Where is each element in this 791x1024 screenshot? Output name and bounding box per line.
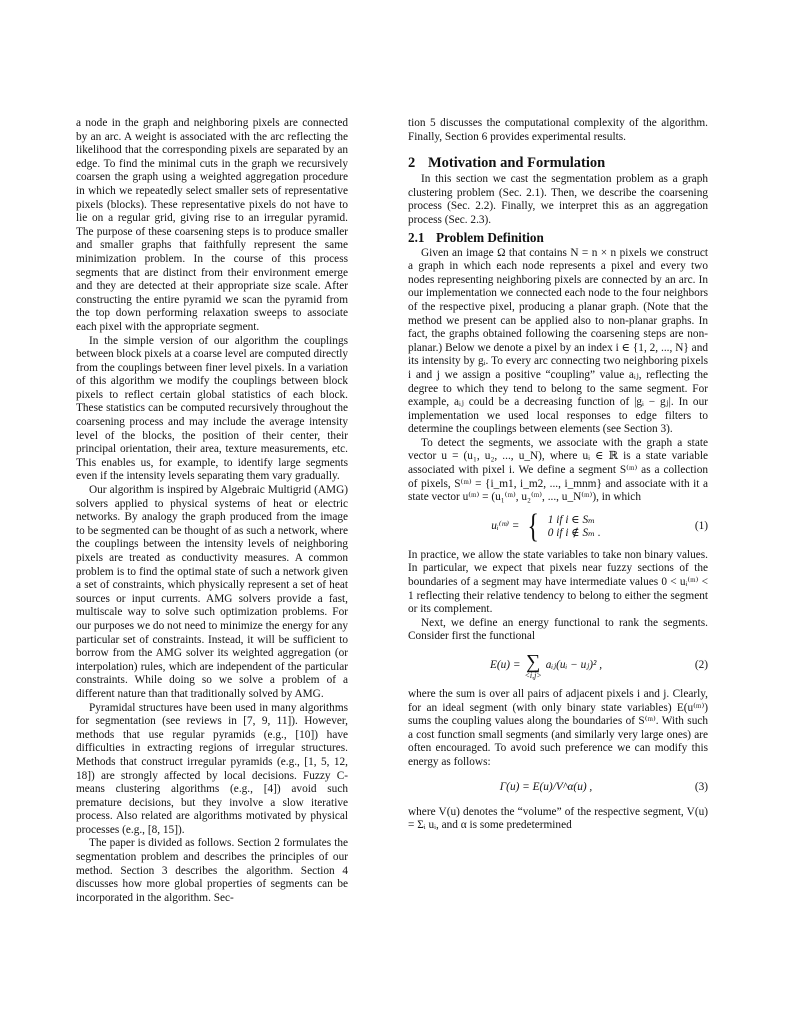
equation-number: (3) <box>694 780 708 793</box>
subsection-title: Problem Definition <box>436 229 544 245</box>
right-column <box>408 117 708 833</box>
paragraph: In practice, we allow the state variables to take non binary values. In particular, we expect that pixels near fuzzy sections of the boundaries of a segment may have intermediate values 0 < uᵢ⁽ᵐ⁾ < 1 reflecting their relative tendency to belong to either the segment or its complement. <box>408 548 708 616</box>
paragraph: a node in the graph and neighboring pixels are connected by an arc. A weight is associated with the arc reflecting the likelihood that the corresponding pixels are separated by an edge. To find the minimal cuts in the graph we recursively coarsen the graph using a weighted aggregation procedure in which we repeatedly select smaller sets of representative pixels (blocks). These representative pixels do not have to lie on a regular grid, giving rise to an irregular pyramid. The purpose of these coarsening steps is to produce smaller and smaller graphs that faithfully represent the same minimization problem. In the course of this process segments that are distinct from their environment emerge and they are detected at their appropriate size scale. After constructing the entire pyramid we scan the pyramid from the top down performing relaxation sweeps to associate each pixel with the appropriate segment. <box>76 117 348 333</box>
subsection-number: 2.1 <box>408 229 425 245</box>
paragraph: where V(u) denotes the “volume” of the respective segment, V(u) = Σᵢ uᵢ, and α is some predetermined <box>408 805 708 832</box>
equation-body: Γ(u) = E(u)/V^α(u) , <box>499 780 593 793</box>
summation-index: <i,j> <box>524 670 542 680</box>
paragraph: In this section we cast the segmentation problem as a graph clustering problem (Sec. 2.1). Then, we describe the coarsening process (Sec. 2.2). Finally, we interpret this as an aggregation process (Sec. 2.3). <box>408 173 708 226</box>
paragraph: tion 5 discusses the computational complexity of the algorithm. Finally, Section 6 provides experimental results. <box>408 117 708 143</box>
section-number: 2 <box>408 155 416 172</box>
paragraph: To detect the segments, we associate with the graph a state vector u = (u₁, u₂, ..., u_N), where uᵢ ∈ ℝ is a state variable associated with pixel i. We define a segment S⁽ᵐ⁾ as a collection of pixels, S⁽ᵐ⁾ = {i_m1, i_m2, ..., i_mnm} and associate with it a state vector u⁽ᵐ⁾ = (u₁⁽ᵐ⁾, u₂⁽ᵐ⁾, ..., u_N⁽ᵐ⁾), in which <box>408 436 708 504</box>
paragraph: The paper is divided as follows. Section 2 formulates the segmentation problem and describes the principles of our method. Section 3 describes the algorithm. Section 4 discusses how more global properties of segments can be incorporated in the algorithm. Sec- <box>76 837 348 904</box>
section-title: Motivation and Formulation <box>428 155 606 172</box>
paragraph: In the simple version of our algorithm the couplings between block pixels at a coarse level are computed directly from the couplings between finer level pixels. In a variation of this algorithm we modify the couplings between block pixels to reflect certain global statistics of each block. These statistics can be computed recursively throughout the coarsening process and may include the average intensity level of the blocks, the position of their center, their principal orientation, their area, texture measurements, etc. This enables us, for example, to identify large segments even if the intensity levels separating them vary gradually. <box>76 334 348 483</box>
brace-glyph: { <box>527 507 540 545</box>
paragraph: Pyramidal structures have been used in many algorithms for segmentation (see reviews in [7, 9, 11]). However, methods that use regular pyramids (e.g., [10]) have difficulties in extracting regions of irregular structures. Methods that construct irregular pyramids (e.g., [1, 5, 12, 18]) are strongly affected by local decisions. Fuzzy C-means clustering algorithms (e.g., [4]) avoid such premature decisions, but they involve a slow iterative process. Also related are algorithms motivated by physical processes (e.g., [8, 15]). <box>76 701 348 836</box>
left-column <box>76 117 348 905</box>
equation-1 <box>408 507 708 545</box>
subsection-heading <box>408 230 708 246</box>
equation-3 <box>408 775 708 801</box>
section-heading <box>408 155 708 172</box>
equation-case: 1 if i ∈ Sₘ <box>547 513 596 526</box>
paragraph: Next, we define an energy functional to rank the segments. Consider first the functional <box>408 616 708 643</box>
paragraph: Given an image Ω that contains N = n × n pixels we construct a graph in which each node represents a pixel and every two nodes representing neighboring pixels are connected by an arc. In our implementation we connected each node to the four neighbors of the respective pixel, producing a planar graph. (Note that the method we present can be applied also to non-planar graphs. In fact, the graphs obtained following the coarsening steps are non-planar.) Below we denote a pixel by an index i ∈ {1, 2, ..., N} and its intensity by gᵢ. To every arc connecting two neighboring pixels i and j we assign a positive “coupling” value aᵢⱼ, reflecting the degree to which they tend to belong to the same segment. For example, aᵢⱼ could be a decreasing function of |gᵢ − gⱼ|. In our implementation we used local responses to edge filters to determine the couplings between elements (see Section 3). <box>408 246 708 436</box>
sigma-glyph: ∑ <box>525 650 541 673</box>
equation-lhs: uᵢ⁽ᵐ⁾ = <box>491 520 520 533</box>
equation-number: (2) <box>694 659 708 672</box>
paragraph: Our algorithm is inspired by Algebraic Multigrid (AMG) solvers applied to physical systems of heat or electric networks. By analogy the graph produced from the image to be segmented can be thought of as such a network, where the couplings between the intensity levels of neighboring pixels are treated as conductivity measures. A common problem is to find the optimal state of such a network given a set of constraints, which physically represent a set of heat sources or input currents. AMG solvers provide a fast, multiscale way to solve such optimization problems. For our purposes we do not need to minimize the energy for any particular set of constraints. Instead, it will be sufficient to borrow from the AMG solver its weighted aggregation (or interpolation) rules, which are independent of the particular constraints. While doing so we solve a problem of a different nature than that traditionally solved by AMG. <box>76 484 348 700</box>
equation-number: (1) <box>694 520 708 533</box>
equation-lhs: E(u) = <box>489 659 521 672</box>
equation-case: 0 if i ∉ Sₘ . <box>547 526 601 539</box>
summation <box>524 650 542 680</box>
equation-rhs: aᵢⱼ(uᵢ − uⱼ)² , <box>545 659 603 672</box>
paragraph: where the sum is over all pairs of adjacent pixels i and j. Clearly, for an ideal segment (with only binary state variables) E(u⁽ᵐ⁾) sums the coupling values along the boundaries of S⁽ᵐ⁾. With such a cost function small segments (and similarly very large ones) are often encouraged. To avoid such preference we can modify this energy as follows: <box>408 688 708 768</box>
equation-2 <box>408 649 708 683</box>
